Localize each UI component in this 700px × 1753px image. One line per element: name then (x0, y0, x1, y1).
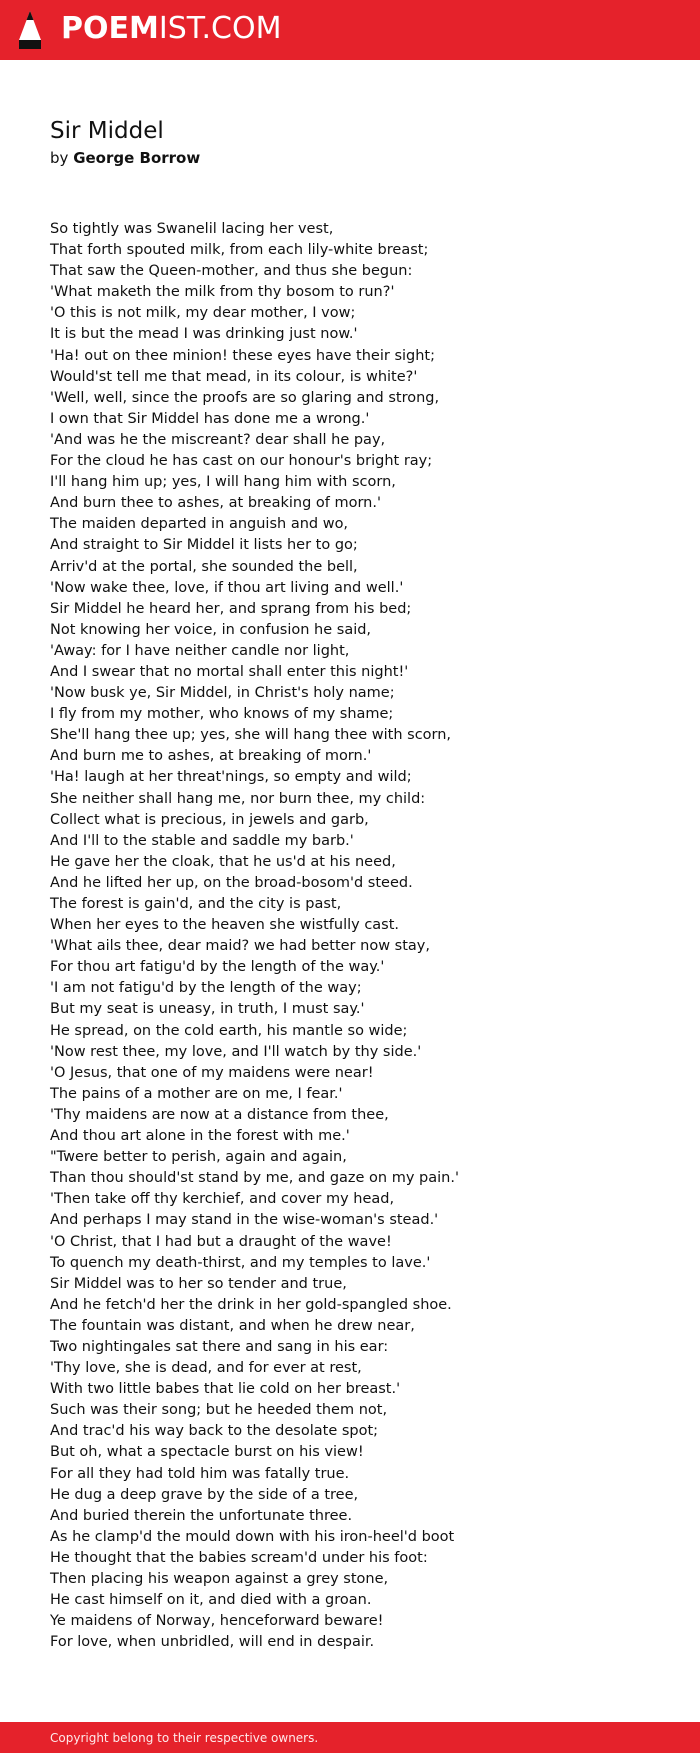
poem-line: He gave her the cloak, that he us'd at his need, (50, 853, 396, 870)
poem-line: He dug a deep grave by the side of a tree, (50, 1486, 359, 1503)
poem-line: And buried therein the unfortunate three. (50, 1507, 353, 1524)
poem-line: 'I am not fatigu'd by the length of the way; (50, 980, 362, 997)
poem-line: And perhaps I may stand in the wise-woman's stead.' (50, 1212, 439, 1229)
poem-line: And burn me to ashes, at breaking of morn.' (50, 748, 372, 765)
poem-line: 'Ha! out on thee minion! these eyes have their sight; (50, 347, 436, 364)
poem-line: 'Well, well, since the proofs are so glaring and strong, (50, 389, 440, 406)
site-logo[interactable] (61, 11, 281, 47)
poem-line: She neither shall hang me, nor burn thee, my child: (50, 790, 426, 807)
poem-line: Arriv'd at the portal, she sounded the bell, (50, 558, 358, 575)
poem-line: I fly from my mother, who knows of my shame; (50, 706, 394, 723)
poem-line: And he fetch'd her the drink in her gold-spangled shoe. (50, 1296, 452, 1313)
poem-line: He cast himself on it, and died with a groan. (50, 1592, 372, 1609)
poem-line: I own that Sir Middel has done me a wrong.' (50, 410, 370, 427)
copyright-text: Copyright belong to their respective owners. (50, 1731, 319, 1745)
poem-line: Sir Middel was to her so tender and true, (50, 1275, 347, 1292)
poem-line: 'Now rest thee, my love, and I'll watch by thy side.' (50, 1043, 422, 1060)
poem-line: And I'll to the stable and saddle my barb.' (50, 832, 354, 849)
poem-line: 'What maketh the milk from thy bosom to run?' (50, 284, 395, 301)
poem-line: And straight to Sir Middel it lists her to go; (50, 537, 358, 554)
poem-line: 'Thy maidens are now at a distance from thee, (50, 1106, 389, 1123)
poem-line: I'll hang him up; yes, I will hang him with scorn, (50, 474, 396, 491)
pencil-icon[interactable] (18, 10, 42, 50)
poem-line: 'Then take off thy kerchief, and cover my head, (50, 1191, 395, 1208)
poem-line: With two little babes that lie cold on her breast.' (50, 1381, 401, 1398)
poem-line: Collect what is precious, in jewels and garb, (50, 811, 369, 828)
site-footer (0, 1722, 700, 1753)
poem-line: The maiden departed in anguish and wo, (50, 516, 349, 533)
poem-line: And thou art alone in the forest with me.' (50, 1128, 350, 1145)
poem-line: She'll hang thee up; yes, she will hang thee with scorn, (50, 727, 452, 744)
poem-line: The fountain was distant, and when he drew near, (50, 1317, 415, 1334)
poem-line: For all they had told him was fatally true. (50, 1465, 350, 1482)
poem-line: 'Thy love, she is dead, and for ever at rest, (50, 1360, 362, 1377)
poem-line: 'Ha! laugh at her threat'nings, so empty and wild; (50, 769, 412, 786)
poem-line: He thought that the babies scream'd under his foot: (50, 1549, 428, 1566)
poem-line: For love, when unbridled, will end in despair. (50, 1634, 375, 1651)
poem-line: "Twere better to perish, again and again, (50, 1149, 347, 1166)
poem-line: That forth spouted milk, from each lily-white breast; (50, 242, 429, 259)
poem-line: It is but the mead I was drinking just now.' (50, 326, 358, 343)
poem-line: The pains of a mother are on me, I fear.' (50, 1085, 343, 1102)
poem-line: 'Now busk ye, Sir Middel, in Christ's holy name; (50, 685, 395, 702)
poem-line: Not knowing her voice, in confusion he said, (50, 621, 372, 638)
poem-line: Then placing his weapon against a grey stone, (50, 1571, 389, 1587)
by-label: by (50, 149, 69, 167)
poem-line: To quench my death-thirst, and my temples to lave.' (50, 1254, 431, 1271)
poem-line: He spread, on the cold earth, his mantle so wide; (50, 1022, 408, 1039)
poem-line: Ye maidens of Norway, henceforward beware! (50, 1613, 384, 1630)
poem-line: 'And was he the miscreant? dear shall he pay, (50, 431, 386, 448)
poem-title: Sir Middel (50, 118, 164, 144)
poem-line: As he clamp'd the mould down with his iron-heel'd boot (50, 1528, 455, 1545)
byline (50, 148, 200, 168)
poem-line: When her eyes to the heaven she wistfully cast. (50, 917, 400, 934)
poem-line: And I swear that no mortal shall enter this night!' (50, 663, 409, 680)
poem-line: 'What ails thee, dear maid? we had better now stay, (50, 938, 430, 955)
poem-line: But oh, what a spectacle burst on his view! (50, 1444, 364, 1461)
logo-light-text: IST.COM (158, 11, 282, 46)
poem-line: 'O Jesus, that one of my maidens were near! (50, 1064, 374, 1081)
poem-line: 'Away: for I have neither candle nor light, (50, 642, 350, 659)
site-header (0, 0, 700, 60)
poem-line: Such was their song; but he heeded them not, (50, 1402, 388, 1419)
poem-line: And burn thee to ashes, at breaking of morn.' (50, 495, 381, 512)
poem-line: Sir Middel he heard her, and sprang from his bed; (50, 600, 412, 617)
poem-line: And he lifted her up, on the broad-bosom'd steed. (50, 874, 413, 891)
poem-line: The forest is gain'd, and the city is past, (50, 896, 342, 912)
logo-bold-text: POEM (61, 11, 159, 46)
poem-line: Would'st tell me that mead, in its colour, is white?' (50, 368, 418, 385)
poem-line: Two nightingales sat there and sang in his ear: (50, 1338, 389, 1355)
poem-line: Than thou should'st stand by me, and gaze on my pain.' (50, 1170, 459, 1187)
poem-body (50, 219, 670, 1653)
poem-line: 'Now wake thee, love, if thou art living and well.' (50, 579, 404, 596)
poem-line: For thou art fatigu'd by the length of the way.' (50, 959, 385, 976)
poem-line: And trac'd his way back to the desolate spot; (50, 1423, 379, 1440)
author-name[interactable]: George Borrow (73, 149, 201, 167)
poem-line: But my seat is uneasy, in truth, I must say.' (50, 1001, 365, 1018)
poem-line: For the cloud he has cast on our honour's bright ray; (50, 453, 433, 470)
poem-line: So tightly was Swanelil lacing her vest, (50, 221, 334, 237)
poem-line: 'O this is not milk, my dear mother, I vow; (50, 305, 356, 322)
poem-line: That saw the Queen-mother, and thus she begun: (50, 263, 413, 280)
poem-line: 'O Christ, that I had but a draught of the wave! (50, 1233, 392, 1250)
